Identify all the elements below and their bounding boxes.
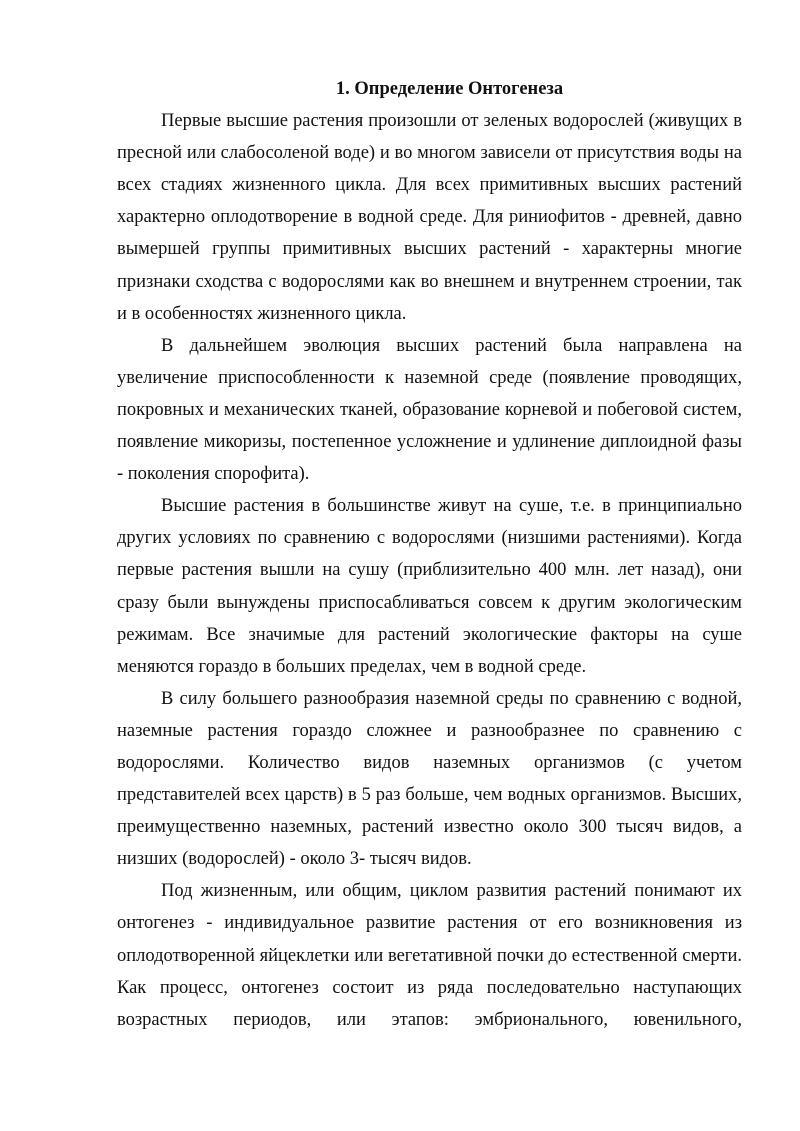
paragraph-2: В дальнейшем эволюция высших растений была направлена на увеличение приспособленности к наземной среде (появление проводящих, покровных и механических тканей, образование корневой и побеговой систем, появление микоризы, постепенное усложнение и удлинение диплоидной фазы - поколения спорофита).	[117, 335, 742, 485]
section-title: 1. Определение Онтогенеза	[335, 79, 564, 99]
paragraph-1: Первые высшие растения произошли от зеленых водорослей (живущих в пресной или слабосоленой воде) и во многом зависели от присутствия воды на всех стадиях жизненного цикла. Для всех примитивных высших растений характерно оплодотворение в водной среде. Для риниофитов - древней, давно вымершей группы примитивных высших растений - характерны многие признаки сходства с водорослями как во внешнем и внутреннем строении, так и в особенностях жизненного цикла.	[117, 111, 742, 324]
paragraph-4: В силу большего разнообразия наземной среды по сравнению с водной, наземные растения гораздо сложнее и разнообразнее по сравнению с водорослями. Количество видов наземных организмов (с учетом представителей всех царств) в 5 раз больше, чем водных организмов. Высших, преимущественно наземных, растений известно около 300 тысяч видов, а низших (водорослей) - около 3- тысяч видов.	[117, 688, 742, 870]
document-body	[117, 73, 742, 1036]
paragraph-5: Под жизненным, или общим, циклом развития растений понимают их онтогенез - индивидуальное развитие растения от его возникновения из оплодотворенной яйцеклетки или вегетативной почки до естественной смерти. Как процесс, онтогенез состоит из ряда последовательно наступающих возрастных периодов, или этапов: эмбрионального, ювенильного,	[117, 881, 742, 1030]
paragraph-3: Высшие растения в большинстве живут на суше, т.е. в принципиально других условиях по сравнению с водорослями (низшими растениями). Когда первые растения вышли на сушу (приблизительно 400 млн. лет назад), они сразу были вынуждены приспосабливаться совсем к другим экологическим режимам. Все значимые для растений экологические факторы на суше меняются гораздо в больших пределах, чем в водной среде.	[117, 496, 742, 677]
